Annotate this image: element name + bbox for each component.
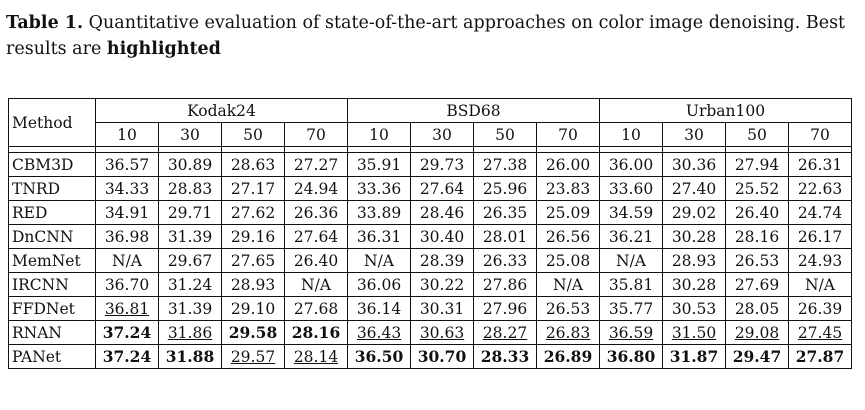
psnr-cell: [726, 225, 789, 249]
psnr-cell: [600, 321, 663, 345]
psnr-value: 36.80: [606, 347, 656, 366]
noise-level-header: 70: [537, 123, 600, 147]
noise-level-row: [9, 123, 852, 147]
noise-level-header: 10: [96, 123, 159, 147]
psnr-value: 28.33: [480, 347, 530, 366]
psnr-cell: [285, 153, 348, 177]
psnr-cell: [96, 225, 159, 249]
method-name: FFDNet: [9, 297, 96, 321]
table-row: [9, 321, 852, 345]
psnr-cell: [537, 153, 600, 177]
psnr-cell: [474, 177, 537, 201]
psnr-cell: [663, 177, 726, 201]
psnr-value: 27.27: [293, 155, 339, 174]
psnr-value: N/A: [616, 251, 646, 270]
psnr-value: 27.62: [230, 203, 276, 222]
psnr-cell: [222, 273, 285, 297]
psnr-value: 29.10: [230, 299, 276, 318]
psnr-cell: [537, 249, 600, 273]
psnr-value: 27.96: [482, 299, 528, 318]
psnr-cell: [537, 273, 600, 297]
psnr-value: 25.52: [734, 179, 780, 198]
table-row: [9, 297, 852, 321]
psnr-cell: [159, 273, 222, 297]
noise-level-header: 50: [474, 123, 537, 147]
psnr-cell: [96, 249, 159, 273]
psnr-cell: [285, 345, 348, 369]
psnr-value: 30.28: [671, 227, 717, 246]
psnr-value: 34.33: [104, 179, 150, 198]
psnr-cell: [159, 297, 222, 321]
psnr-cell: [222, 225, 285, 249]
psnr-value: 30.89: [167, 155, 213, 174]
psnr-value: 30.70: [417, 347, 467, 366]
psnr-value: N/A: [805, 275, 835, 294]
method-name: IRCNN: [9, 273, 96, 297]
psnr-value: 26.39: [797, 299, 843, 318]
psnr-value: 26.31: [797, 155, 843, 174]
psnr-cell: [537, 297, 600, 321]
psnr-value: 27.38: [482, 155, 528, 174]
psnr-value: 27.45: [797, 323, 843, 342]
psnr-cell: [285, 177, 348, 201]
psnr-cell: [411, 177, 474, 201]
psnr-value: 28.01: [482, 227, 528, 246]
psnr-cell: [537, 177, 600, 201]
method-name: RED: [9, 201, 96, 225]
noise-level-header: 10: [600, 123, 663, 147]
psnr-value: 26.83: [545, 323, 591, 342]
psnr-cell: [663, 225, 726, 249]
psnr-cell: [600, 177, 663, 201]
psnr-value: N/A: [364, 251, 394, 270]
psnr-value: 36.14: [356, 299, 402, 318]
psnr-value: 24.93: [797, 251, 843, 270]
psnr-cell: [474, 345, 537, 369]
psnr-value: 34.59: [608, 203, 654, 222]
psnr-value: 31.39: [167, 299, 213, 318]
psnr-value: 26.89: [543, 347, 593, 366]
psnr-cell: [537, 345, 600, 369]
psnr-cell: [411, 225, 474, 249]
psnr-cell: [663, 321, 726, 345]
method-name: PANet: [9, 345, 96, 369]
psnr-cell: [159, 201, 222, 225]
psnr-value: 33.60: [608, 179, 654, 198]
psnr-value: 29.08: [734, 323, 780, 342]
psnr-value: 36.81: [104, 299, 150, 318]
psnr-value: 36.21: [608, 227, 654, 246]
psnr-cell: [726, 297, 789, 321]
psnr-cell: [222, 153, 285, 177]
psnr-value: 28.93: [671, 251, 717, 270]
psnr-value: 35.77: [608, 299, 654, 318]
dataset-header-urban100: Urban100: [600, 99, 852, 123]
psnr-value: 29.16: [230, 227, 276, 246]
psnr-cell: [411, 273, 474, 297]
psnr-cell: [222, 345, 285, 369]
psnr-value: 36.31: [356, 227, 402, 246]
psnr-cell: [789, 177, 852, 201]
psnr-cell: [159, 153, 222, 177]
results-table: [8, 98, 852, 369]
psnr-cell: [159, 249, 222, 273]
psnr-cell: [663, 249, 726, 273]
psnr-cell: [663, 297, 726, 321]
psnr-cell: [537, 321, 600, 345]
psnr-cell: [663, 345, 726, 369]
psnr-cell: [474, 201, 537, 225]
psnr-value: 28.46: [419, 203, 465, 222]
psnr-value: 36.43: [356, 323, 402, 342]
psnr-cell: [726, 177, 789, 201]
psnr-value: 28.39: [419, 251, 465, 270]
psnr-value: 27.68: [293, 299, 339, 318]
psnr-cell: [600, 201, 663, 225]
psnr-value: 36.00: [608, 155, 654, 174]
psnr-value: 33.89: [356, 203, 402, 222]
psnr-value: 26.36: [293, 203, 339, 222]
psnr-value: 26.00: [545, 155, 591, 174]
psnr-value: 29.67: [167, 251, 213, 270]
psnr-value: 26.33: [482, 251, 528, 270]
psnr-value: 27.40: [671, 179, 717, 198]
psnr-value: 28.14: [293, 347, 339, 366]
psnr-cell: [474, 225, 537, 249]
psnr-value: 36.59: [608, 323, 654, 342]
psnr-cell: [474, 297, 537, 321]
method-header: Method: [9, 99, 96, 147]
psnr-cell: [411, 321, 474, 345]
psnr-cell: [600, 225, 663, 249]
psnr-value: 26.35: [482, 203, 528, 222]
psnr-value: 26.17: [797, 227, 843, 246]
psnr-value: N/A: [553, 275, 583, 294]
caption-label: Table 1.: [6, 13, 84, 33]
psnr-value: 31.86: [167, 323, 213, 342]
psnr-value: 23.83: [545, 179, 591, 198]
psnr-value: 27.64: [293, 227, 339, 246]
psnr-value: 27.87: [795, 347, 845, 366]
psnr-value: 26.56: [545, 227, 591, 246]
psnr-cell: [96, 177, 159, 201]
table-row: [9, 249, 852, 273]
psnr-value: 30.28: [671, 275, 717, 294]
method-name: RNAN: [9, 321, 96, 345]
psnr-cell: [96, 345, 159, 369]
psnr-cell: [348, 153, 411, 177]
psnr-value: 30.63: [419, 323, 465, 342]
psnr-cell: [411, 201, 474, 225]
noise-level-header: 50: [222, 123, 285, 147]
psnr-value: 28.27: [482, 323, 528, 342]
table-row: [9, 201, 852, 225]
table-row: [9, 345, 852, 369]
psnr-cell: [159, 321, 222, 345]
psnr-cell: [411, 345, 474, 369]
psnr-value: 36.06: [356, 275, 402, 294]
psnr-value: 27.65: [230, 251, 276, 270]
psnr-cell: [159, 177, 222, 201]
psnr-cell: [411, 153, 474, 177]
psnr-cell: [411, 249, 474, 273]
psnr-value: 30.22: [419, 275, 465, 294]
psnr-cell: [789, 273, 852, 297]
psnr-cell: [222, 321, 285, 345]
noise-level-header: 30: [411, 123, 474, 147]
psnr-value: 29.02: [671, 203, 717, 222]
table-body: [9, 147, 852, 369]
psnr-cell: [96, 273, 159, 297]
psnr-value: 28.16: [291, 323, 341, 342]
noise-level-header: 10: [348, 123, 411, 147]
psnr-value: 22.63: [797, 179, 843, 198]
psnr-value: 24.94: [293, 179, 339, 198]
psnr-value: 30.40: [419, 227, 465, 246]
psnr-value: 29.47: [732, 347, 782, 366]
psnr-cell: [474, 273, 537, 297]
psnr-value: 37.24: [102, 323, 152, 342]
psnr-value: 28.83: [167, 179, 213, 198]
psnr-value: 28.05: [734, 299, 780, 318]
psnr-value: 26.53: [734, 251, 780, 270]
psnr-value: 30.53: [671, 299, 717, 318]
psnr-cell: [789, 249, 852, 273]
psnr-cell: [222, 201, 285, 225]
psnr-cell: [726, 321, 789, 345]
psnr-cell: [285, 225, 348, 249]
psnr-value: 29.71: [167, 203, 213, 222]
psnr-value: 36.70: [104, 275, 150, 294]
table-header: [9, 99, 852, 147]
table-row: [9, 177, 852, 201]
method-name: DnCNN: [9, 225, 96, 249]
dataset-header-kodak24: Kodak24: [96, 99, 348, 123]
psnr-value: 30.31: [419, 299, 465, 318]
psnr-value: 30.36: [671, 155, 717, 174]
psnr-value: 26.40: [293, 251, 339, 270]
psnr-value: 31.87: [669, 347, 719, 366]
psnr-cell: [726, 273, 789, 297]
psnr-cell: [285, 249, 348, 273]
psnr-value: 24.74: [797, 203, 843, 222]
psnr-value: 33.36: [356, 179, 402, 198]
psnr-value: 29.73: [419, 155, 465, 174]
psnr-cell: [348, 249, 411, 273]
psnr-cell: [726, 153, 789, 177]
psnr-cell: [96, 153, 159, 177]
noise-level-header: 70: [789, 123, 852, 147]
psnr-value: 25.08: [545, 251, 591, 270]
psnr-cell: [222, 177, 285, 201]
psnr-cell: [96, 201, 159, 225]
psnr-cell: [663, 201, 726, 225]
psnr-cell: [789, 225, 852, 249]
psnr-cell: [474, 249, 537, 273]
psnr-value: 27.64: [419, 179, 465, 198]
psnr-cell: [600, 273, 663, 297]
psnr-cell: [222, 249, 285, 273]
psnr-cell: [285, 201, 348, 225]
psnr-value: N/A: [301, 275, 331, 294]
psnr-value: 27.94: [734, 155, 780, 174]
psnr-value: 36.57: [104, 155, 150, 174]
caption-text: Quantitative evaluation of state-of-the-art approaches on color image denoising. Best results are: [6, 13, 846, 59]
psnr-value: 31.24: [167, 275, 213, 294]
psnr-value: 35.91: [356, 155, 402, 174]
psnr-cell: [789, 297, 852, 321]
noise-level-header: 70: [285, 123, 348, 147]
psnr-cell: [348, 201, 411, 225]
psnr-cell: [600, 345, 663, 369]
psnr-value: 28.93: [230, 275, 276, 294]
psnr-cell: [474, 321, 537, 345]
method-name: CBM3D: [9, 153, 96, 177]
psnr-value: 25.09: [545, 203, 591, 222]
psnr-value: 27.17: [230, 179, 276, 198]
psnr-cell: [600, 249, 663, 273]
psnr-cell: [348, 297, 411, 321]
psnr-value: 27.86: [482, 275, 528, 294]
psnr-value: 31.50: [671, 323, 717, 342]
psnr-value: 28.63: [230, 155, 276, 174]
psnr-cell: [348, 177, 411, 201]
method-name: TNRD: [9, 177, 96, 201]
psnr-cell: [537, 225, 600, 249]
psnr-value: 26.40: [734, 203, 780, 222]
method-name: MemNet: [9, 249, 96, 273]
psnr-cell: [789, 345, 852, 369]
dataset-header-bsd68: BSD68: [348, 99, 600, 123]
psnr-cell: [96, 297, 159, 321]
psnr-value: 27.69: [734, 275, 780, 294]
psnr-cell: [348, 273, 411, 297]
psnr-cell: [474, 153, 537, 177]
psnr-value: 29.57: [230, 347, 276, 366]
table-caption: [6, 10, 858, 62]
psnr-cell: [159, 345, 222, 369]
psnr-cell: [285, 321, 348, 345]
caption-emphasis: highlighted: [106, 39, 221, 59]
psnr-value: 26.53: [545, 299, 591, 318]
psnr-cell: [789, 201, 852, 225]
psnr-value: 25.96: [482, 179, 528, 198]
psnr-cell: [726, 249, 789, 273]
noise-level-header: 30: [159, 123, 222, 147]
table-row: [9, 153, 852, 177]
psnr-cell: [411, 297, 474, 321]
psnr-cell: [789, 321, 852, 345]
psnr-cell: [600, 153, 663, 177]
psnr-cell: [600, 297, 663, 321]
table-row: [9, 225, 852, 249]
psnr-value: N/A: [112, 251, 142, 270]
psnr-cell: [222, 297, 285, 321]
psnr-value: 31.88: [165, 347, 215, 366]
psnr-cell: [285, 297, 348, 321]
psnr-cell: [96, 321, 159, 345]
psnr-cell: [663, 273, 726, 297]
psnr-cell: [789, 153, 852, 177]
psnr-cell: [726, 345, 789, 369]
psnr-value: 36.50: [354, 347, 404, 366]
psnr-value: 34.91: [104, 203, 150, 222]
psnr-value: 36.98: [104, 227, 150, 246]
psnr-cell: [348, 345, 411, 369]
psnr-value: 29.58: [228, 323, 278, 342]
psnr-cell: [348, 321, 411, 345]
psnr-cell: [159, 225, 222, 249]
noise-level-header: 30: [663, 123, 726, 147]
psnr-cell: [348, 225, 411, 249]
psnr-value: 28.16: [734, 227, 780, 246]
noise-level-header: 50: [726, 123, 789, 147]
psnr-value: 37.24: [102, 347, 152, 366]
psnr-cell: [726, 201, 789, 225]
table-row: [9, 273, 852, 297]
psnr-cell: [663, 153, 726, 177]
psnr-cell: [285, 273, 348, 297]
psnr-value: 35.81: [608, 275, 654, 294]
psnr-cell: [537, 201, 600, 225]
psnr-value: 31.39: [167, 227, 213, 246]
